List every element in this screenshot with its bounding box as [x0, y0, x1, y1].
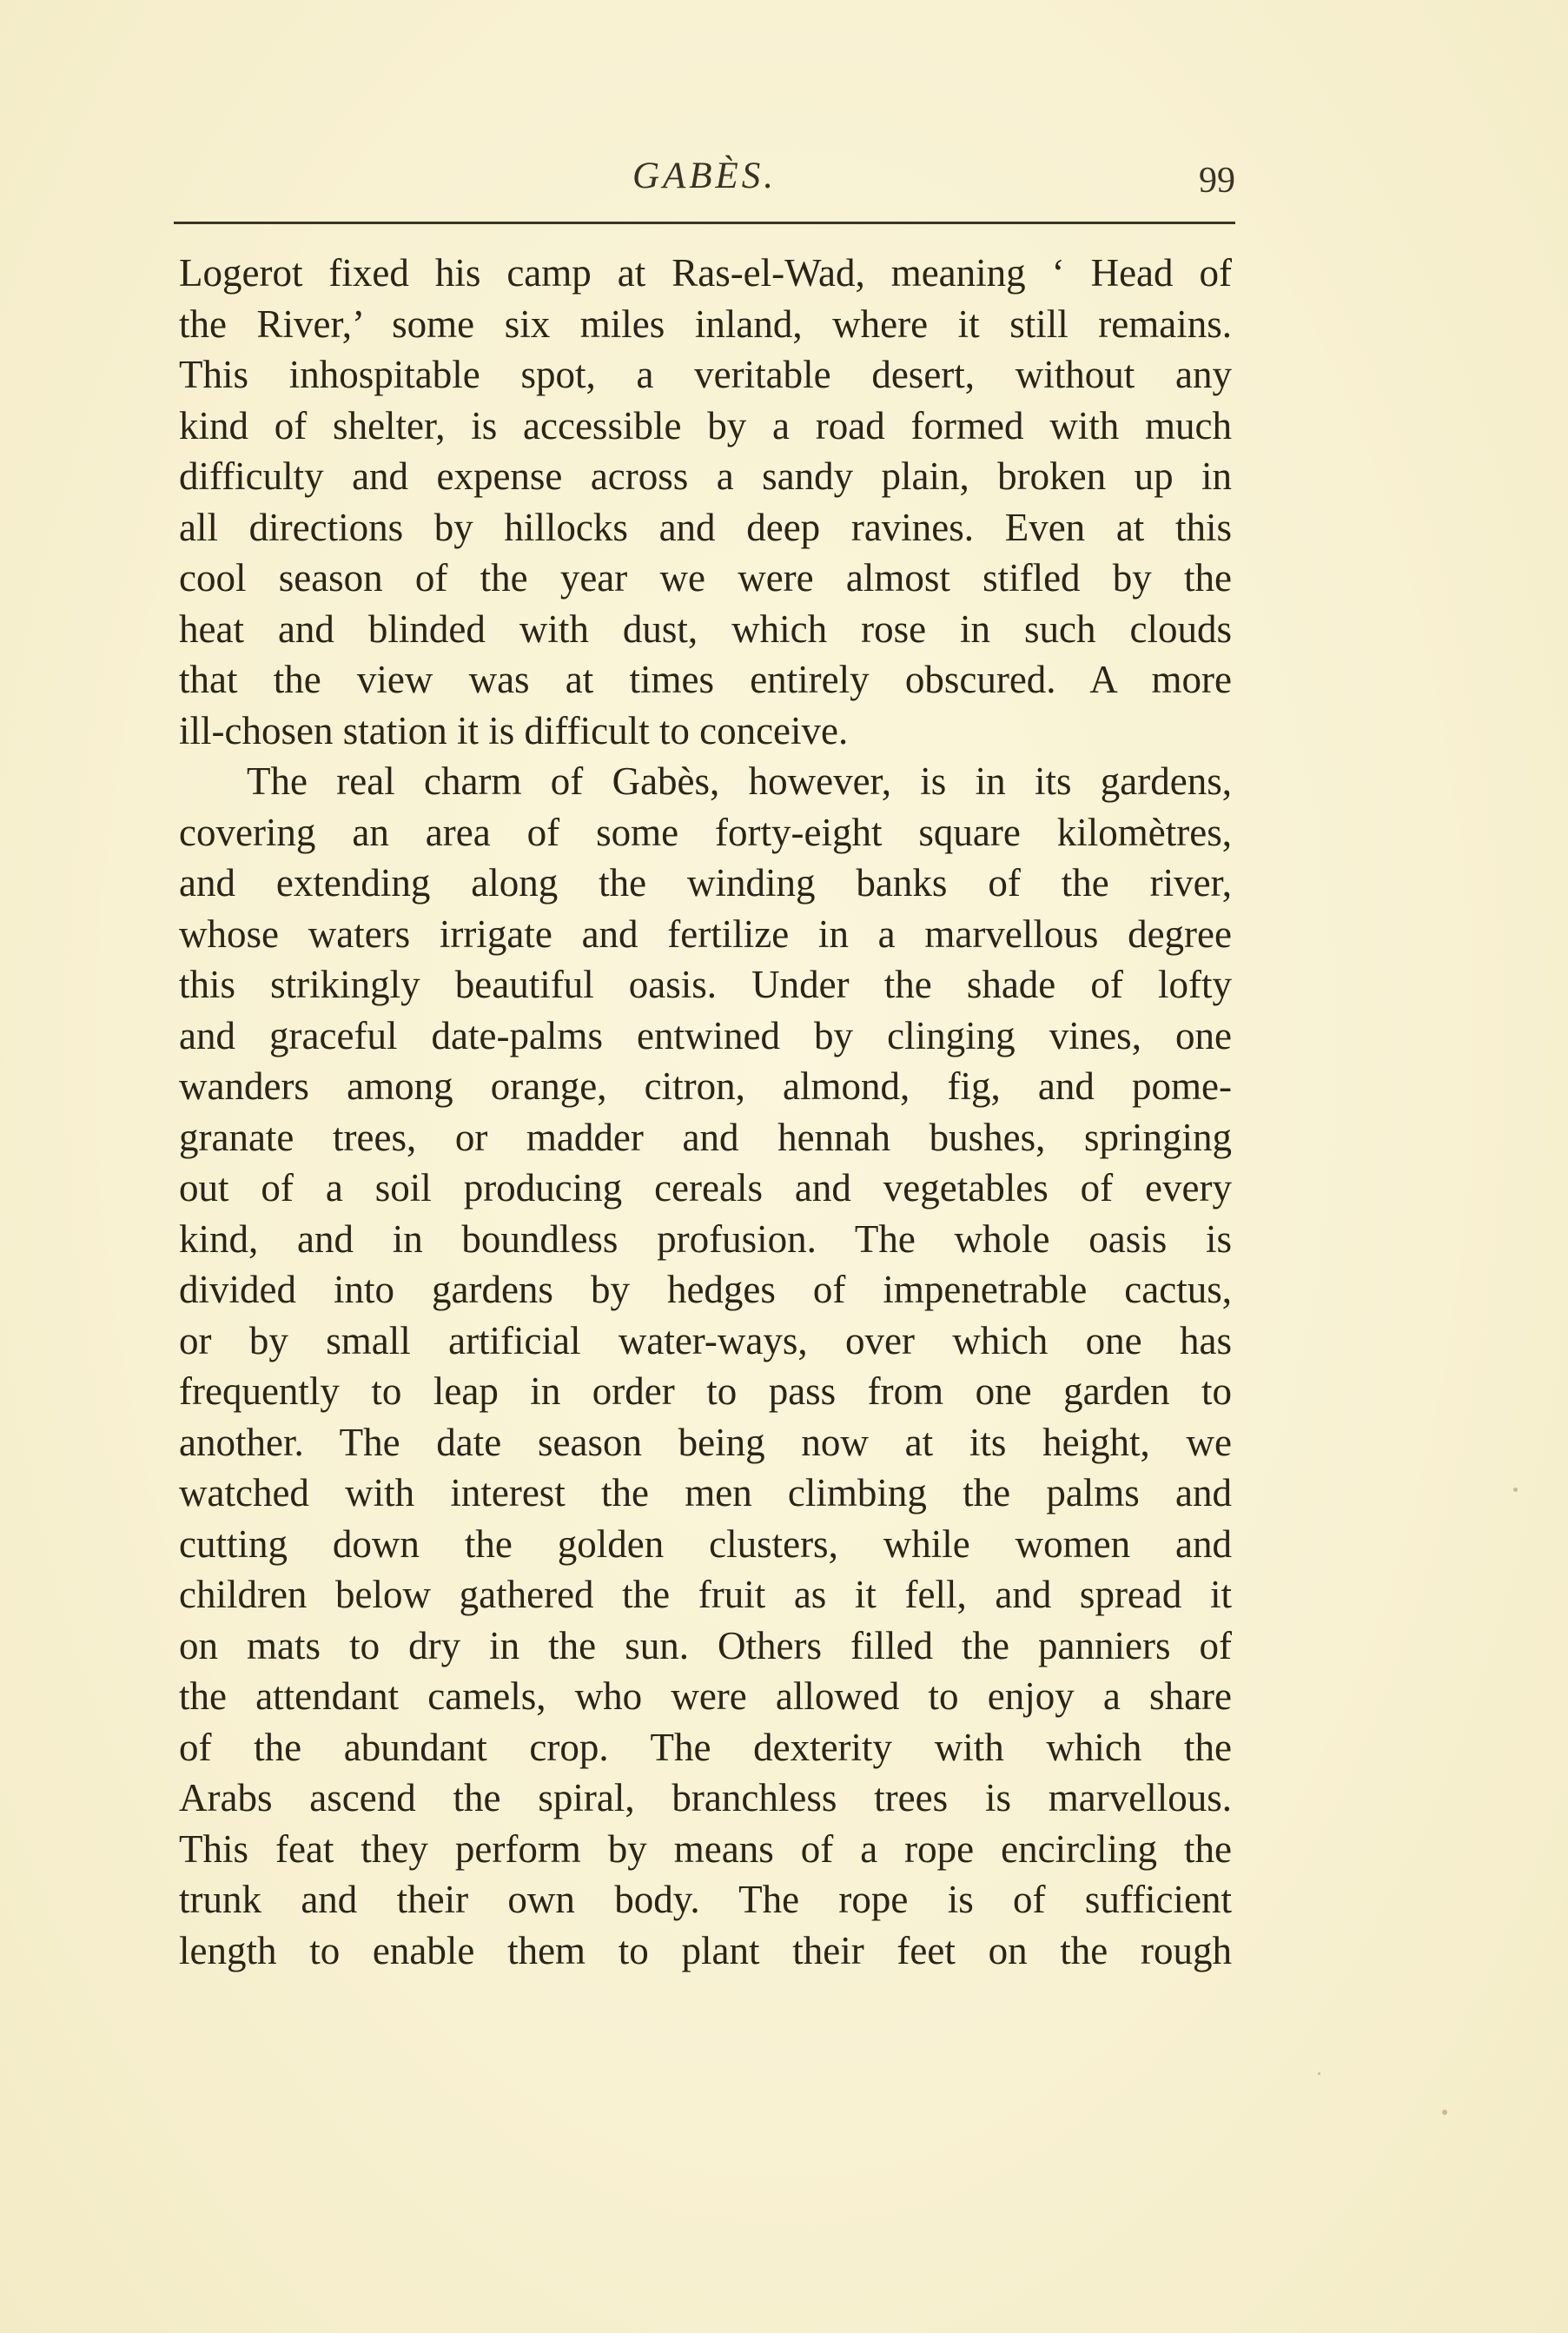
- text-line: This inhospitable spot, a veritable desert, without any: [179, 353, 1232, 396]
- running-head: GABÈS.: [632, 156, 777, 196]
- text-line: another. The date season being now at its height, we: [179, 1420, 1232, 1464]
- text-line: Logerot fixed his camp at Ras-el-Wad, meaning ‘ Head of: [179, 251, 1232, 295]
- paper-speck: [1442, 2110, 1447, 2115]
- text-line: frequently to leap in order to pass from one garden to: [179, 1369, 1232, 1413]
- page-number: 99: [1199, 161, 1235, 201]
- text-line: wanders among orange, citron, almond, fig, and pome-: [179, 1064, 1232, 1108]
- text-line: kind, and in boundless profusion. The whole oasis is: [179, 1216, 1232, 1261]
- text-line: on mats to dry in the sun. Others filled the panniers of: [179, 1623, 1232, 1667]
- text-line: heat and blinded with dust, which rose in such clouds: [179, 606, 1232, 651]
- text-line: trunk and their own body. The rope is of sufficient: [179, 1878, 1232, 1921]
- header-rule: [174, 222, 1235, 224]
- text-line: ill-chosen station it is difficult to conceive.: [179, 708, 849, 752]
- text-line: cutting down the golden clusters, while women and: [179, 1521, 1232, 1566]
- text-line: length to enable them to plant their feet on the rough: [179, 1928, 1232, 1972]
- text-line: watched with interest the men climbing the palms and: [179, 1471, 1232, 1514]
- text-line: and graceful date-palms entwined by clinging vines, one: [179, 1013, 1232, 1057]
- text-line: children below gathered the fruit as it fell, and spread it: [179, 1573, 1232, 1616]
- text-line: that the view was at times entirely obscured. A more: [179, 658, 1232, 701]
- body-text: [179, 248, 1232, 1976]
- text-line: or by small artificial water-ways, over which one has: [179, 1318, 1232, 1362]
- text-line: difficulty and expense across a sandy plain, broken up in: [179, 454, 1232, 498]
- text-line: this strikingly beautiful oasis. Under the shade of lofty: [179, 963, 1232, 1006]
- paper-speck: [1513, 1488, 1518, 1492]
- paragraph-start-line: The real charm of Gabès, however, is in its gardens,: [247, 759, 1232, 803]
- text-line: cool season of the year we were almost stifled by the: [179, 556, 1232, 600]
- text-line: out of a soil producing cereals and vegetables of every: [179, 1166, 1232, 1210]
- text-line: all directions by hillocks and deep ravines. Even at this: [179, 505, 1232, 549]
- text-line: whose waters irrigate and fertilize in a marvellous degree: [179, 911, 1232, 956]
- text-line: This feat they perform by means of a rope encircling the: [179, 1826, 1232, 1871]
- text-line: of the abundant crop. The dexterity with which the: [179, 1725, 1232, 1769]
- text-line: and extending along the winding banks of the river,: [179, 861, 1232, 905]
- text-line: Arabs ascend the spiral, branchless trees is marvellous.: [179, 1776, 1232, 1819]
- text-line: granate trees, or madder and hennah bushes, springing: [179, 1115, 1232, 1159]
- page-header: [174, 148, 1235, 209]
- text-line: covering an area of some forty-eight square kilomètres,: [179, 810, 1232, 854]
- text-line: the River,’ some six miles inland, where it still remains.: [179, 302, 1232, 346]
- text-line: kind of shelter, is accessible by a road formed with much: [179, 403, 1232, 447]
- paper-speck: [1318, 2072, 1320, 2075]
- text-line: the attendant camels, who were allowed to enjoy a share: [179, 1674, 1232, 1718]
- text-line: divided into gardens by hedges of impenetrable cactus,: [179, 1268, 1232, 1311]
